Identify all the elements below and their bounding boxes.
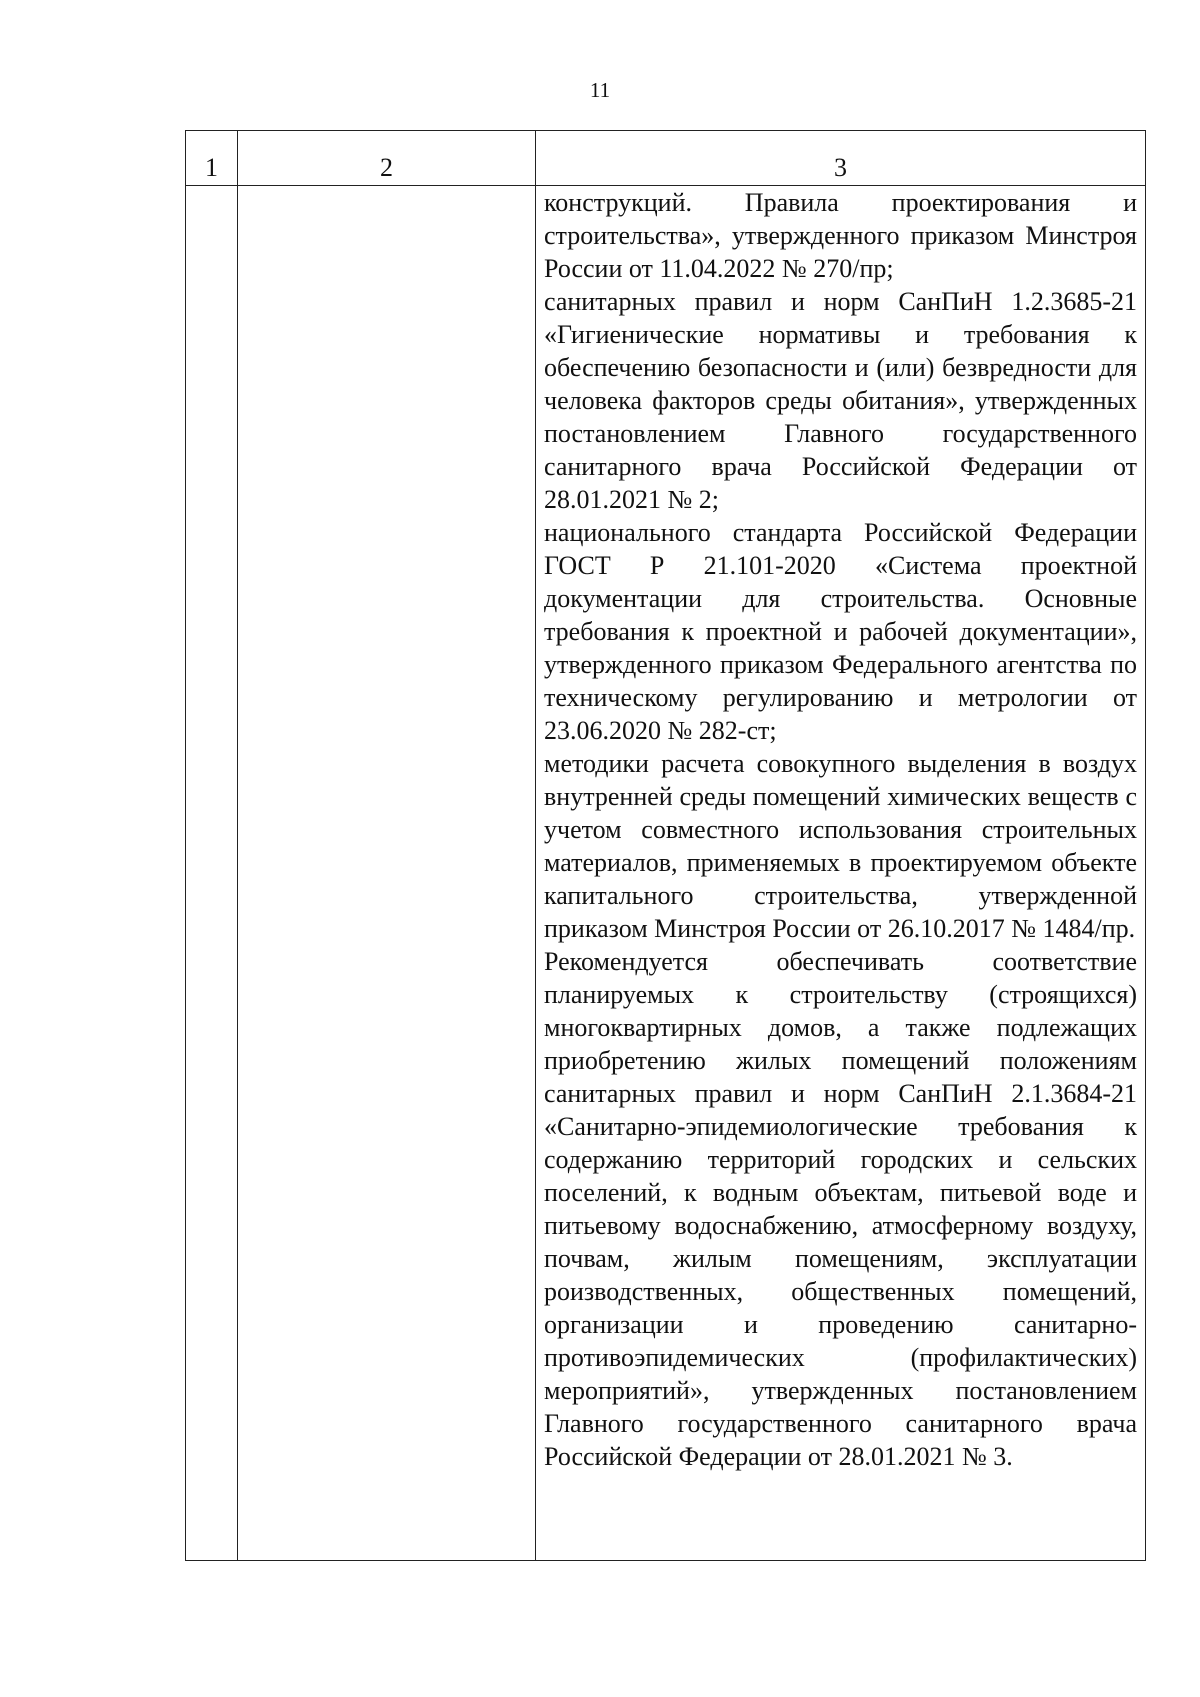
cell-column-1 <box>186 186 238 1561</box>
paragraph-recommendation-sanpin-2-1-3684-21: Рекомендуется обеспечивать соответствие планируемых к строительству (строящихся) многоквартирных домов, а также подлежащих приобретению жилых помещений положениям санитарных правил и норм СанПиН 2.1.3684-21 «Санитарно-эпидемиологические требования к содержанию территорий городских и сельских поселений, к водным объектам, питьевой воде и питьевому водоснабжению, атмосферному воздуху, почвам, жилым помещениям, эксплуатации роизводственных, общественных помещений, организации и проведению санитарно-противоэпидемических (профилактических) мероприятий», утвержденных постановлением Главного государственного санитарного врача Российской Федерации от 28.01.2021 № 3. <box>544 947 1137 1471</box>
paragraph-sanpin-1-2-3685-21: санитарных правил и норм СанПиН 1.2.3685-21 «Гигиенические нормативы и требования к обеспечению безопасности и (или) безвредности для человека факторов среды обитания», утвержденных постановлением Главного государственного санитарного врача Российской Федерации от 28.01.2021 № 2; <box>544 287 1137 514</box>
page-number: 11 <box>589 78 611 102</box>
cell-column-2 <box>238 186 536 1561</box>
column-header-2: 2 <box>238 131 536 186</box>
paragraph-gost-r-21-101-2020: национального стандарта Российской Федерации ГОСТ Р 21.101-2020 «Система проектной документации для строительства. Основные требования к проектной и рабочей документации», утвержденного приказом Федерального агентства по техническому регулированию и метрологии от 23.06.2020 № 282-ст; <box>544 518 1137 745</box>
column-header-3: 3 <box>536 131 1146 186</box>
cell-column-3 <box>536 186 1146 1561</box>
paragraph-calculation-methodology: методики расчета совокупного выделения в воздух внутренней среды помещений химических веществ с учетом совместного использования строительных материалов, применяемых в проектируемом объекте капитального строительства, утвержденной приказом Минстроя России от 26.10.2017 № 1484/пр. <box>544 749 1137 943</box>
paragraph-construction-rules: конструкций. Правила проектирования и строительства», утвержденного приказом Минстроя России от 11.04.2022 № 270/пр; <box>544 188 1137 283</box>
table-header-row <box>186 131 1146 186</box>
table-row <box>186 186 1146 1561</box>
column-header-1: 1 <box>186 131 238 186</box>
document-table <box>185 130 1146 1561</box>
